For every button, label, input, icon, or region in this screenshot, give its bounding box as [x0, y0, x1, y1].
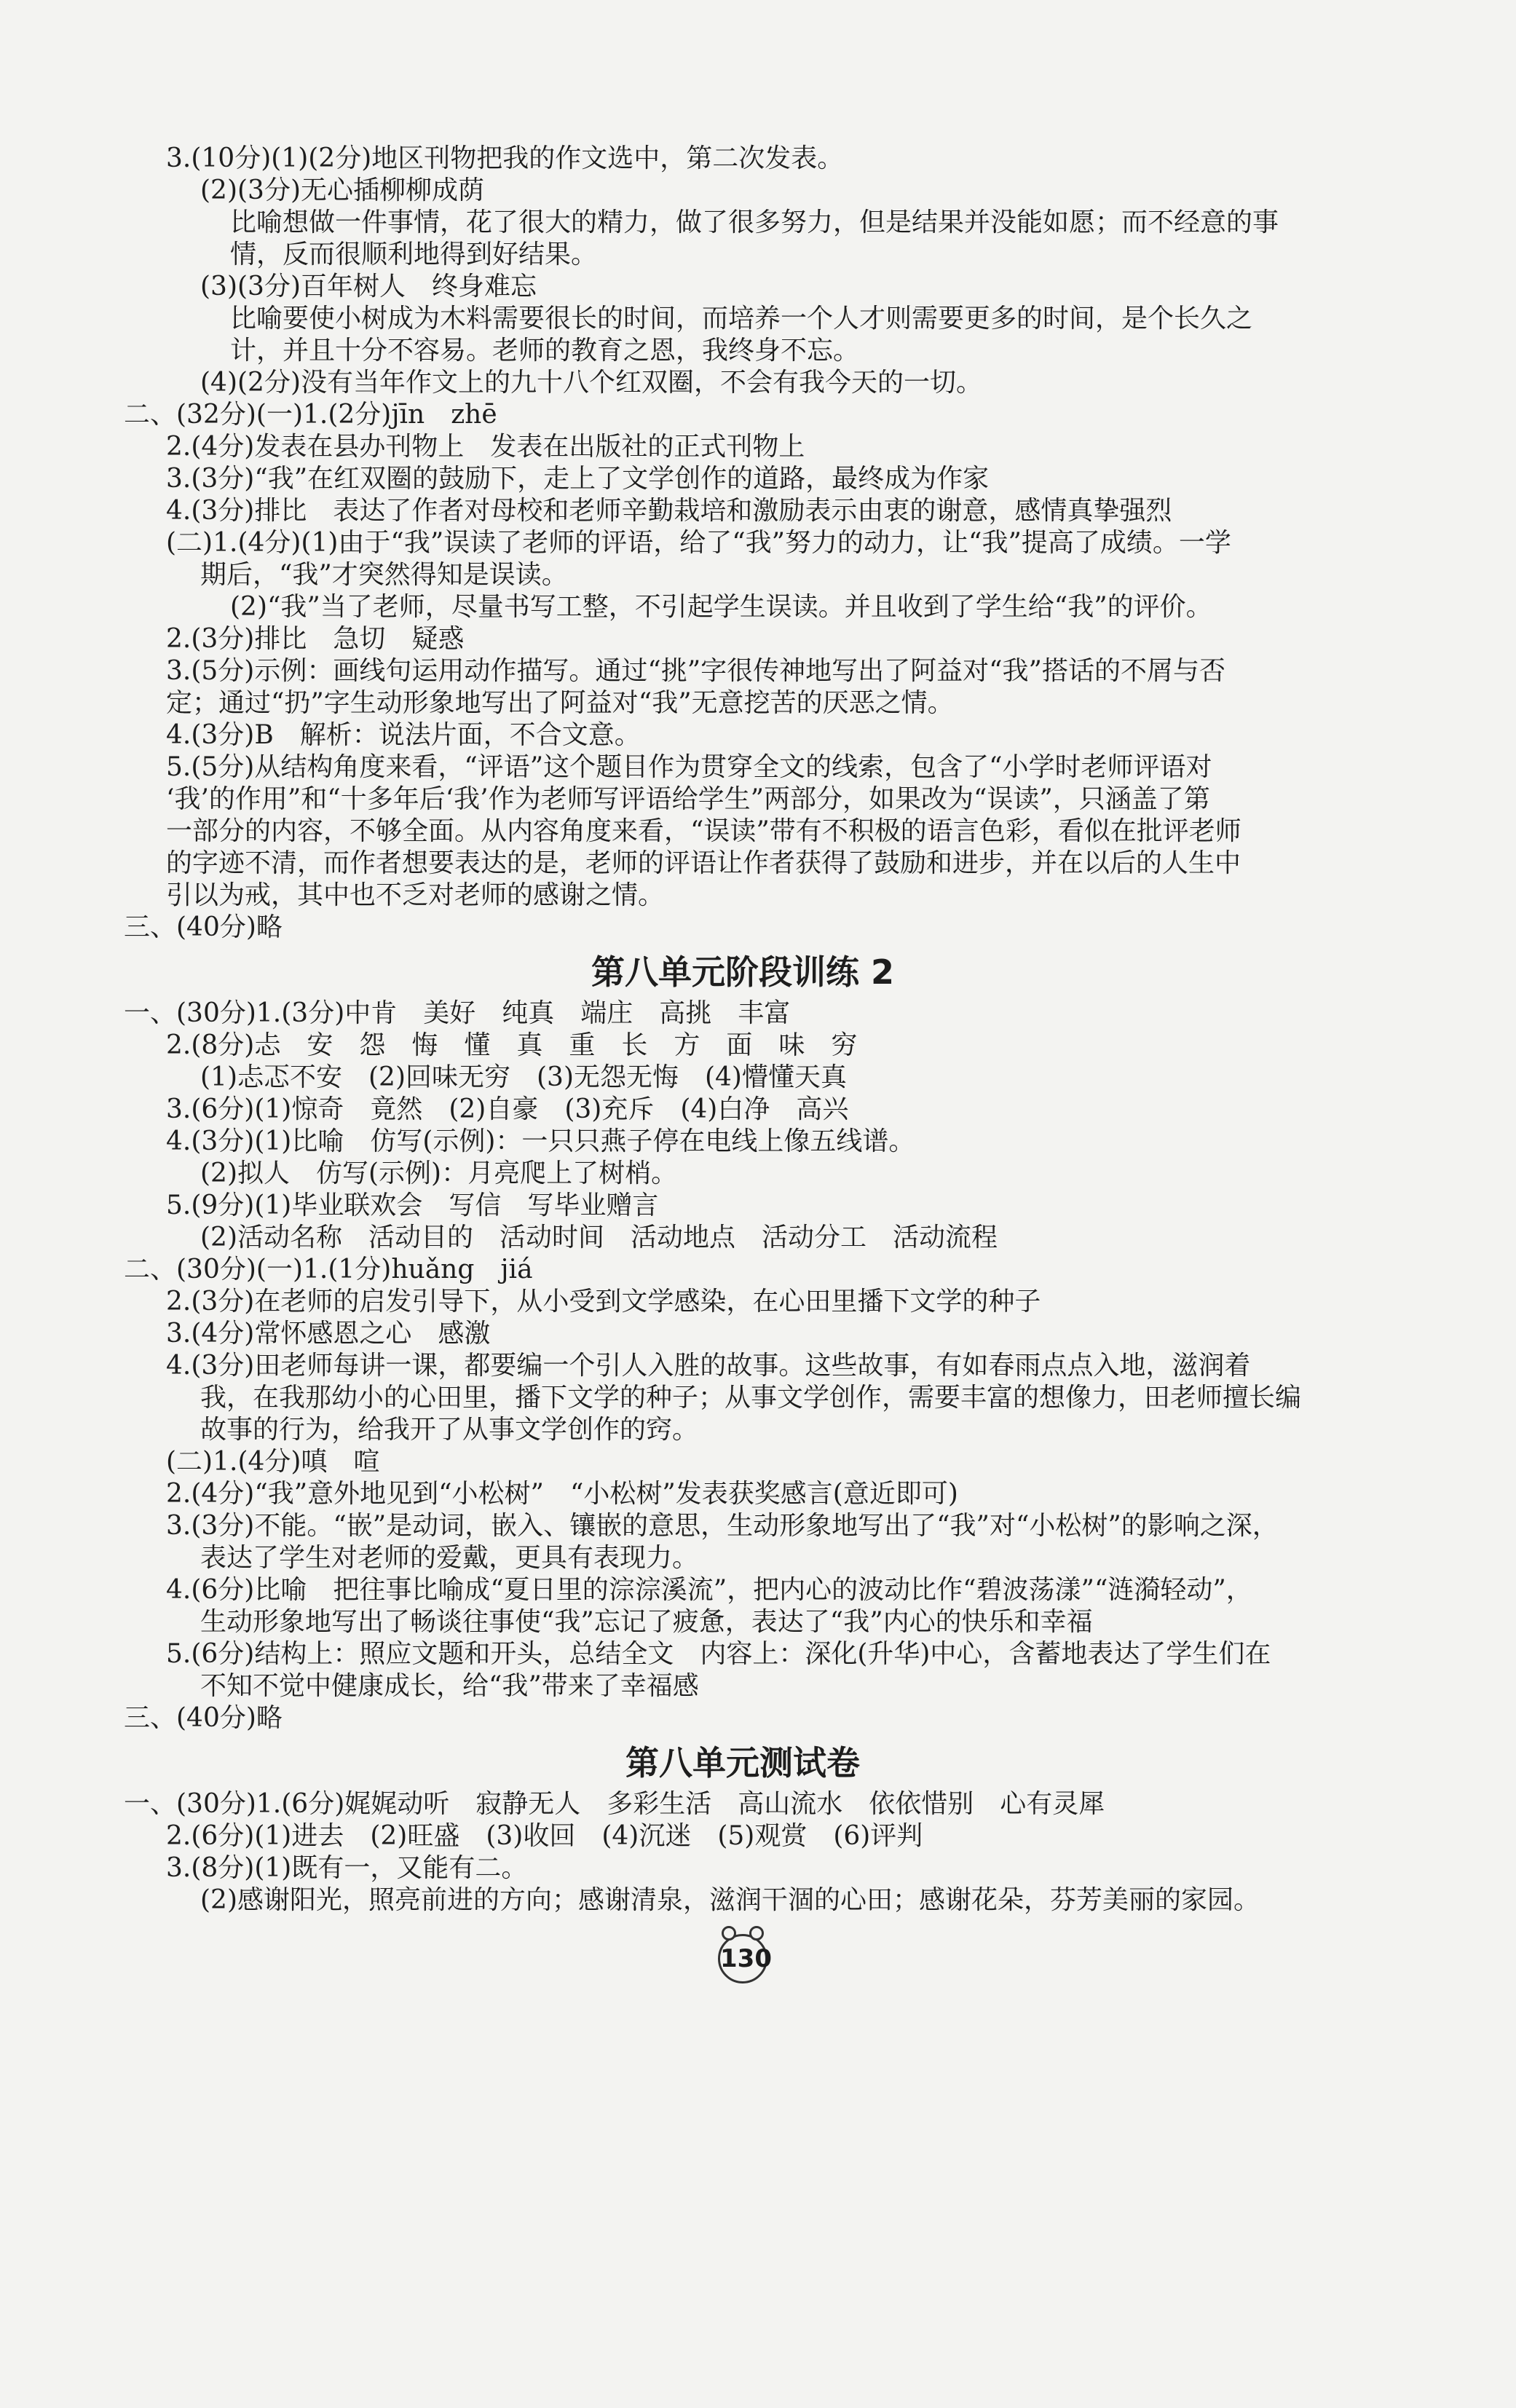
answer-line: 二、(30分)(一)1.(1分)huǎng jiá — [124, 1255, 533, 1284]
answer-line: 比喻想做一件事情，花了很大的精力，做了很多努力，但是结果并没能如愿；而不经意的事 — [230, 208, 1279, 237]
answer-line: 2.(8分)忐 安 怨 悔 懂 真 重 长 方 面 味 穷 — [166, 1030, 858, 1060]
answer-line: 生动形象地写出了畅谈往事使“我”忘记了疲惫，表达了“我”内心的快乐和幸福 — [200, 1607, 1093, 1637]
section-title-stage-training-2: 第八单元阶段训练 2 — [591, 952, 895, 992]
answer-line: 2.(3分)排比 急切 疑惑 — [166, 624, 465, 654]
answer-line: (4)(2分)没有当年作文上的九十八个红双圈，不会有我今天的一切。 — [200, 368, 982, 398]
answer-line: 比喻要使小树成为木料需要很长的时间，而培养一个人才则需要更多的时间，是个长久之 — [230, 304, 1253, 333]
answer-line: 3.(10分)(1)(2分)地区刊物把我的作文选中，第二次发表。 — [166, 143, 844, 173]
answer-line: 5.(6分)结构上：照应文题和开头，总结全文 内容上：深化(升华)中心，含蓄地表达了学生们在 — [166, 1639, 1271, 1669]
answer-line: 一、(30分)1.(3分)中肯 美好 纯真 端庄 高挑 丰富 — [124, 998, 791, 1028]
answer-line: (2)“我”当了老师，尽量书写工整，不引起学生误读。并且收到了学生给“我”的评价。 — [230, 592, 1212, 622]
answer-line: 的字迹不清，而作者想要表达的是，老师的评语让作者获得了鼓励和进步，并在以后的人生中 — [166, 848, 1241, 878]
answer-line: 不知不觉中健康成长，给“我”带来了幸福感 — [200, 1671, 699, 1701]
answer-line: 二、(32分)(一)1.(2分)jīn zhē — [124, 400, 497, 430]
answer-line: 3.(8分)(1)既有一，又能有二。 — [166, 1853, 528, 1883]
answer-line: (二)1.(4分)(1)由于“我”误读了老师的评语，给了“我”努力的动力，让“我”提高了成绩。一学 — [166, 528, 1231, 558]
answer-line: 定；通过“扔”字生动形象地写出了阿益对“我”无意挖苦的厌恶之情。 — [166, 688, 954, 718]
answer-line: 4.(3分)排比 表达了作者对母校和老师辛勤栽培和激励表示由衷的谢意，感情真挚强烈 — [166, 496, 1172, 526]
answer-line: 2.(6分)(1)进去 (2)旺盛 (3)收回 (4)沉迷 (5)观赏 (6)评判 — [166, 1821, 923, 1851]
answer-line: 2.(4分)“我”意外地见到“小松树” “小松树”发表获奖感言(意近即可) — [166, 1479, 958, 1509]
answer-line: 3.(6分)(1)惊奇 竟然 (2)自豪 (3)充斥 (4)白净 高兴 — [166, 1094, 849, 1124]
answer-line: 表达了学生对老师的爱戴，更具有表现力。 — [200, 1543, 699, 1573]
answer-line: 5.(9分)(1)毕业联欢会 写信 写毕业赠言 — [166, 1191, 659, 1220]
page-number: 130 — [718, 1934, 767, 1983]
answer-line: 引以为戒，其中也不乏对老师的感谢之情。 — [166, 880, 665, 910]
answer-line: (3)(3分)百年树人 终身难忘 — [200, 272, 537, 301]
answer-line: (二)1.(4分)嗔 喧 — [166, 1447, 380, 1477]
section-stage-training-2-answers — [124, 998, 1362, 1734]
answer-line: (2)感谢阳光，照亮前进的方向；感谢清泉，滋润干涸的心田；感谢花朵，芬芳美丽的家园。 — [200, 1885, 1260, 1915]
answer-line: (2)(3分)无心插柳柳成荫 — [200, 175, 484, 205]
answer-line: 3.(5分)示例：画线句运用动作描写。通过“挑”字很传神地写出了阿益对“我”搭话的不屑与否 — [166, 656, 1225, 686]
answer-line: 一部分的内容，不够全面。从内容角度来看，“误读”带有不积极的语言色彩，看似在批评老师 — [166, 816, 1241, 846]
answer-line: 4.(3分)B 解析：说法片面，不合文意。 — [166, 720, 641, 750]
answer-line: 4.(6分)比喻 把往事比喻成“夏日里的淙淙溪流”，把内心的波动比作“碧波荡漾”“涟漪轻动”， — [166, 1575, 1252, 1605]
answer-line: 三、(40分)略 — [124, 912, 283, 942]
answer-line: 3.(4分)常怀感恩之心 感激 — [166, 1319, 491, 1349]
answer-content — [124, 143, 1362, 1916]
answer-line: 三、(40分)略 — [124, 1703, 283, 1733]
answer-line: 5.(5分)从结构角度来看，“评语”这个题目作为贯穿全文的线索，包含了“小学时老师评语对 — [166, 752, 1212, 782]
answer-line: 3.(3分)不能。“嵌”是动词，嵌入、镶嵌的意思，生动形象地写出了“我”对“小松树”的影响之深， — [166, 1511, 1279, 1541]
answer-line: ‘我’的作用”和“十多年后‘我’作为老师写评语给学生”两部分，如果改为“误读”，只涵盖了第 — [166, 784, 1210, 814]
answer-line: 我，在我那幼小的心田里，播下文学的种子；从事文学创作，需要丰富的想像力，田老师擅长编 — [200, 1383, 1302, 1413]
answer-line: 3.(3分)“我”在红双圈的鼓励下，走上了文学创作的道路，最终成为作家 — [166, 464, 990, 494]
answer-line: 情，反而很顺利地得到好结果。 — [230, 240, 598, 269]
section-prev-answers — [124, 143, 1362, 944]
section-title-unit-test: 第八单元测试卷 — [625, 1743, 860, 1783]
section-unit-test-answers — [124, 1788, 1362, 1916]
answer-line: 4.(3分)田老师每讲一课，都要编一个引人入胜的故事。这些故事，有如春雨点点入地，滋润着 — [166, 1351, 1251, 1381]
answer-line: 故事的行为，给我开了从事文学创作的窍。 — [200, 1415, 699, 1445]
answer-line: 计，并且十分不容易。老师的教育之恩，我终身不忘。 — [230, 336, 860, 366]
answer-line: 2.(3分)在老师的启发引导下，从小受到文学感染，在心田里播下文学的种子 — [166, 1287, 1041, 1316]
answer-line: (2)活动名称 活动目的 活动时间 活动地点 活动分工 活动流程 — [200, 1223, 998, 1252]
answer-line: 2.(4分)发表在县办刊物上 发表在出版社的正式刊物上 — [166, 432, 805, 462]
answer-line: (2)拟人 仿写(示例)：月亮爬上了树梢。 — [200, 1158, 678, 1188]
answer-line: 期后，“我”才突然得知是误读。 — [200, 560, 568, 590]
answer-line: (1)忐忑不安 (2)回味无穷 (3)无怨无悔 (4)懵懂天真 — [200, 1062, 847, 1092]
answer-line: 一、(30分)1.(6分)娓娓动听 寂静无人 多彩生活 高山流水 依依惜别 心有灵犀 — [124, 1789, 1105, 1819]
answer-line: 4.(3分)(1)比喻 仿写(示例)：一只只燕子停在电线上像五线谱。 — [166, 1126, 915, 1156]
